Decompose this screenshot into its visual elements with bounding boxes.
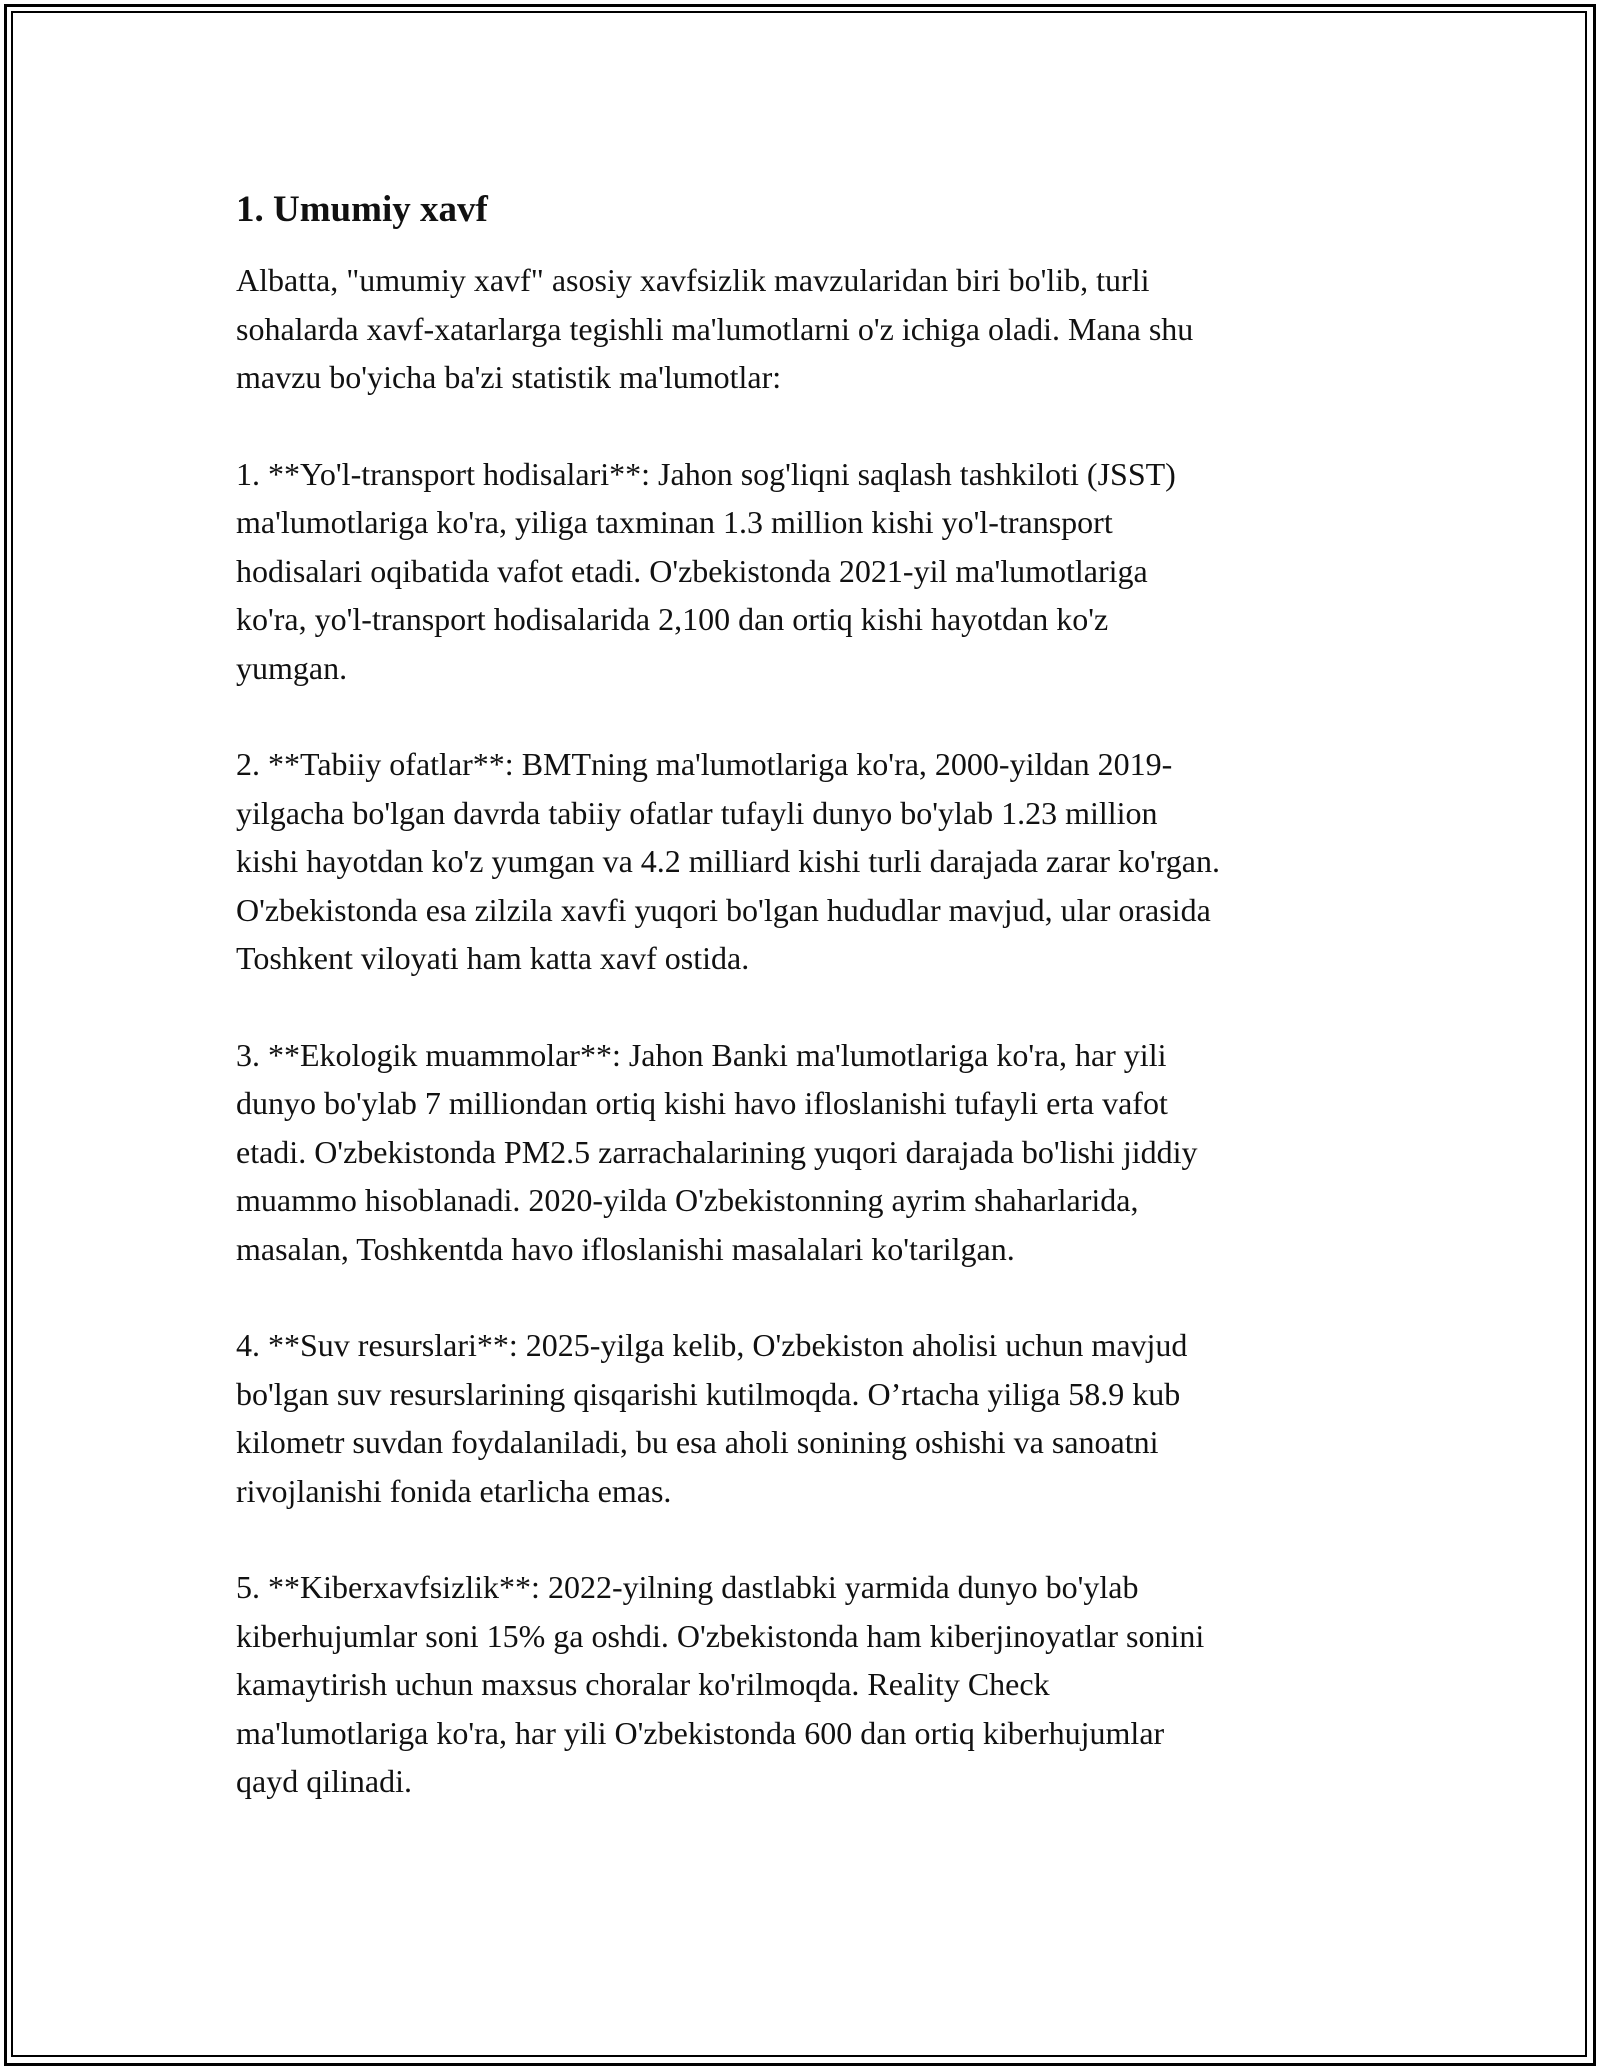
text-line: Albatta, "umumiy xavf" asosiy xavfsizlik mavzularidan biri bo'lib, turli [236,262,1150,298]
ecology-paragraph [236,1031,1366,1274]
text-line: Toshkent viloyati ham katta xavf ostida. [236,940,750,976]
text-line: kiberhujumlar soni 15% ga oshdi. O'zbekistonda ham kiberjinoyatlar sonini [236,1617,1205,1654]
text-line: kilometr suvdan foydalaniladi, bu esa aholi sonining oshishi va sanoatni [236,1424,1159,1460]
text-line: muammo hisoblanadi. 2020-yilda O'zbekistonning ayrim shaharlarida, [236,1182,1139,1218]
text-line: etadi. O'zbekistonda PM2.5 zarrachalarining yuqori darajada bo'lishi jiddiy [236,1133,1198,1170]
text-line: dunyo bo'ylab 7 milliondan ortiq kishi havo ifloslanishi tufayli erta vafot [236,1085,1168,1121]
section-heading: 1. Umumiy xavf [236,189,488,230]
natural-disasters-paragraph [236,740,1366,983]
text-line: O'zbekistonda esa zilzila xavfi yuqori bo'lgan hududlar mavjud, ular orasida [236,891,1211,928]
text-line: mavzu bo'yicha ba'zi statistik ma'lumotlar: [236,359,782,395]
text-line: ma'lumotlariga ko'ra, yiliga taxminan 1.3 million kishi yo'l-transport [236,504,1113,540]
text-line: masalan, Toshkentda havo ifloslanishi masalalari ko'tarilgan. [236,1230,1015,1267]
cybersecurity-paragraph [236,1563,1366,1806]
intro-paragraph [236,256,1366,402]
text-line: 5. **Kiberxavfsizlik**: 2022-yilning dastlabki yarmida dunyo bo'ylab [236,1569,1139,1605]
water-resources-paragraph [236,1321,1366,1515]
text-line: qayd qilinadi. [236,1763,412,1799]
document-body [236,186,1366,1854]
text-line: ko'ra, yo'l-transport hodisalarida 2,100 dan ortiq kishi hayotdan ko'z [236,601,1109,637]
text-line: yumgan. [236,649,348,686]
text-line: 1. **Yo'l-transport hodisalari**: Jahon sog'liqni saqlash tashkiloti (JSST) [236,455,1176,492]
text-line: kamaytirish uchun maxsus choralar ko'rilmoqda. Reality Check [236,1666,1050,1702]
text-line: sohalarda xavf-xatarlarga tegishli ma'lumotlarni o'z ichiga oladi. Mana shu [236,310,1194,347]
text-line: hodisalari oqibatida vafot etadi. O'zbekistonda 2021-yil ma'lumotlariga [236,552,1148,589]
text-line: 4. **Suv resurslari**: 2025-yilga kelib, O'zbekiston aholisi uchun mavjud [236,1327,1188,1363]
text-line: yilgacha bo'lgan davrda tabiiy ofatlar tufayli dunyo bo'ylab 1.23 million [236,794,1158,831]
text-line: rivojlanishi fonida etarlicha emas. [236,1472,672,1509]
text-line: ma'lumotlariga ko'ra, har yili O'zbekistonda 600 dan ortiq kiberhujumlar [236,1714,1165,1751]
text-line: kishi hayotdan ko'z yumgan va 4.2 milliard kishi turli darajada zarar ko'rgan. [236,843,1220,879]
text-line: 3. **Ekologik muammolar**: Jahon Banki ma'lumotlariga ko'ra, har yili [236,1036,1167,1073]
text-line: bo'lgan suv resurslarining qisqarishi kutilmoqda. O’rtacha yiliga 58.9 kub [236,1375,1181,1412]
road-traffic-paragraph [236,450,1366,693]
text-line: 2. **Tabiiy ofatlar**: BMTning ma'lumotlariga ko'ra, 2000-yildan 2019- [236,746,1173,782]
